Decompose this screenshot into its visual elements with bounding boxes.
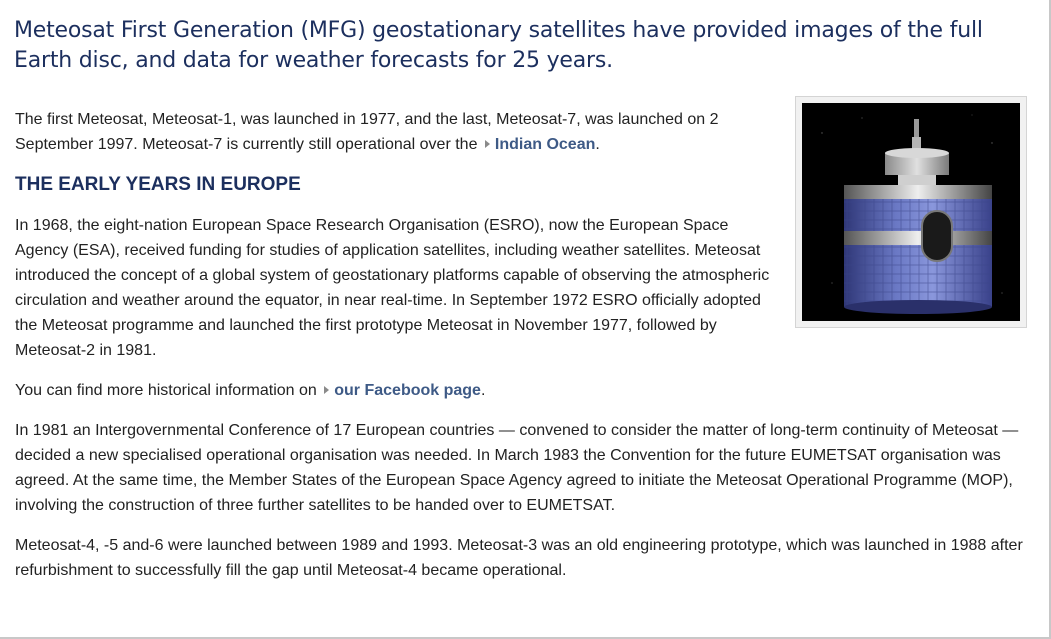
triangle-right-icon: [485, 140, 490, 148]
indian-ocean-link-label: Indian Ocean: [494, 136, 596, 153]
history-paragraph-3: In 1981 an Intergovernmental Conference of 17 European countries — convened to consider the matter of long-term continuity of Meteosat — decided a new specialised operational organisation was needed. In March 1983 the Convention for the future EUMETSAT organisation was agreed. At the same time, the Member States of the European Space Agency agreed to initiate the Meteosat Operational Programme (MOP), involving the construction of three further satellites to be handed over to EUMETSAT.: [15, 422, 1019, 514]
facebook-text: You can find more historical information on: [15, 382, 322, 399]
intro-text-end: .: [595, 136, 600, 153]
facebook-page-link[interactable]: [321, 382, 481, 399]
facebook-text-end: .: [480, 382, 486, 399]
meteosat-satellite-image: [795, 96, 1027, 328]
facebook-page-link-label: our Facebook page: [334, 382, 481, 399]
page-headline: Meteosat First Generation (MFG) geostationary satellites have provided images of the full Earth disc, and data for weather forecasts for 25 years.: [14, 18, 983, 73]
satellite-illustration: [802, 103, 1020, 321]
triangle-right-icon: [324, 386, 329, 394]
history-paragraph-1: In 1968, the eight-nation European Space Research Organisation (ESRO), now the European Space Agency (ESA), received funding for studies of application satellites, including weather satellites. Meteosat introduced the concept of a global system of geostationary platforms capable of observing the atmospheric circulation and weather around the equator, in near real-time. In September 1972 ESRO officially adopted the Meteosat programme and launched the first prototype Meteosat in November 1977, followed by Meteosat-2 in 1981.: [15, 217, 770, 359]
history-paragraph-4: Meteosat-4, -5 and-6 were launched between 1989 and 1993. Meteosat-3 was an old engineering prototype, which was launched in 1988 after refurbishment to successfully fill the gap until Meteosat-4 became operational.: [15, 537, 1023, 579]
article-content: [15, 107, 1027, 598]
indian-ocean-link[interactable]: [482, 136, 595, 153]
intro-text: The first Meteosat, Meteosat-1, was launched in 1977, and the last, Meteosat-7, was launched on 2 September 1997. Meteosat-7 is currently still operational over the: [15, 111, 719, 153]
history-paragraph-2: [15, 378, 1027, 403]
section-heading: THE EARLY YEARS IN EUROPE: [15, 174, 301, 195]
